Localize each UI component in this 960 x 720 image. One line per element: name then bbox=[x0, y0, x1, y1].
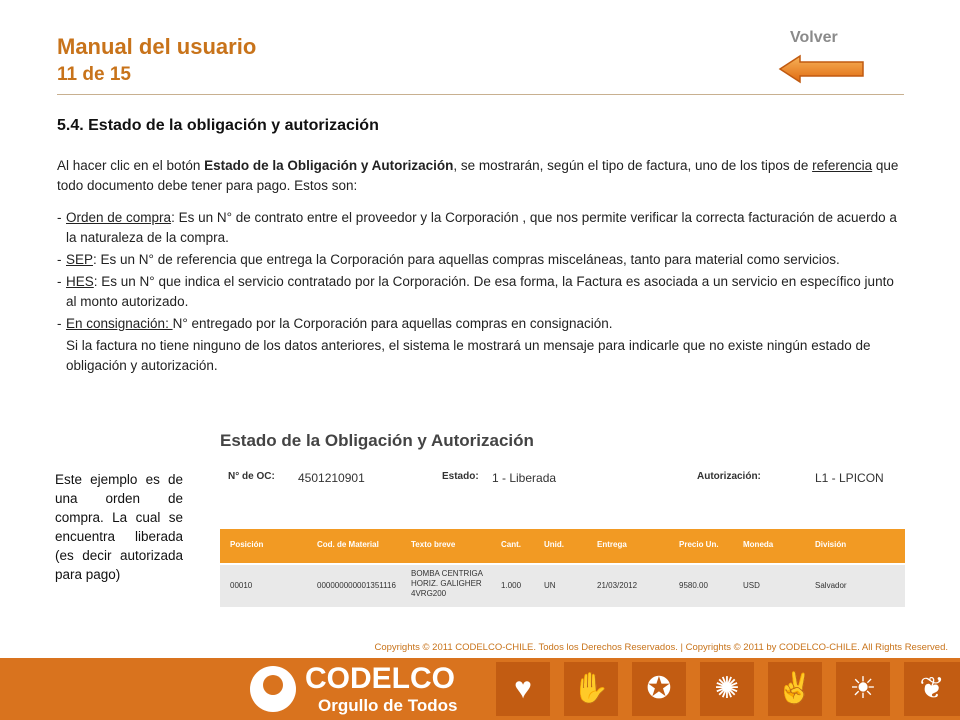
section-body bbox=[57, 156, 907, 376]
list-item: - Orden de compra: Es un N° de contrato entre el proveedor y la Corporación , que nos permite verificar la correcta facturación de acuerdo a la naturaleza de la compra. bbox=[57, 210, 897, 245]
copyright-notice: Copyrights © 2011 CODELCO-CHILE. Todos los Derechos Reservados. | Copyrights © 2011 by CODELCO-CHILE. All Rights Reserved. bbox=[374, 642, 948, 653]
codelco-logo-icon bbox=[250, 666, 296, 712]
column-header: Precio Un. bbox=[679, 540, 719, 549]
column-header: División bbox=[815, 540, 847, 549]
hands-circle-icon: ✺ bbox=[700, 662, 754, 716]
side-note: Este ejemplo es de una orden de compra. La cual se encuentra liberada (es decir autorizada para pago) bbox=[55, 472, 183, 582]
oc-value: 4501210901 bbox=[298, 471, 365, 485]
footer-bar bbox=[0, 658, 960, 720]
column-header: Texto breve bbox=[411, 540, 456, 549]
brand-tagline: Orgullo de Todos bbox=[318, 696, 458, 715]
table-cell: 00010 bbox=[230, 581, 253, 590]
list-item: - En consignación: N° entregado por la Corporación para aquellas compras en consignación. bbox=[57, 316, 613, 331]
embedded-screenshot bbox=[208, 425, 908, 610]
item-term: HES bbox=[66, 274, 94, 289]
item-text: : Es un N° que indica el servicio contratado por la Corporación. De esa forma, la Factura es asociada a un servicio en específico junto al monto autorizado. bbox=[66, 274, 894, 309]
intro-button-name: Estado de la Obligación y Autorización bbox=[204, 158, 454, 173]
table-cell: 21/03/2012 bbox=[597, 581, 638, 590]
handshake-icon: ✋ bbox=[564, 662, 618, 716]
table-row bbox=[220, 565, 905, 607]
lightbulb-icon: ☀ bbox=[836, 662, 890, 716]
page-title: Manual del usuario bbox=[57, 34, 257, 59]
column-header: Moneda bbox=[743, 540, 774, 549]
autorizacion-value: L1 - LPICON bbox=[815, 471, 884, 485]
page-number: 11 de 15 bbox=[57, 64, 131, 85]
closing-paragraph: Si la factura no tiene ninguno de los datos anteriores, el sistema le mostrará un mensaje para indicarle que no existe ningún estado de obligación y autorización. bbox=[66, 338, 871, 373]
table-cell: Salvador bbox=[815, 581, 847, 590]
header-divider bbox=[57, 94, 904, 95]
item-text: N° entregado por la Corporación para aquellas compras en consignación. bbox=[172, 316, 613, 331]
column-header: Unid. bbox=[544, 540, 564, 549]
medal-icon: ✪ bbox=[632, 662, 686, 716]
table-cell: 9580.00 bbox=[679, 581, 708, 590]
table-cell: USD bbox=[743, 581, 760, 590]
list-item: - HES: Es un N° que indica el servicio contratado por la Corporación. De esa forma, la Factura es asociada a un servicio en específico junto al monto autorizado. bbox=[57, 274, 894, 309]
screenshot-info-bar bbox=[220, 467, 905, 495]
intro-text-2: , se mostrarán, según el tipo de factura, uno de los tipos de bbox=[453, 158, 813, 173]
brand-name: CODELCO bbox=[305, 662, 455, 695]
intro-text-3: que todo documento debe tener para pago. Estos son: bbox=[57, 158, 899, 193]
leaf-icon: ❦ bbox=[904, 662, 960, 716]
heart-icon: ♥ bbox=[496, 662, 550, 716]
item-term: SEP bbox=[66, 252, 94, 267]
table-header bbox=[220, 529, 905, 563]
item-term: Orden de compra bbox=[66, 210, 172, 225]
screenshot-title: Estado de la Obligación y Autorización bbox=[220, 431, 534, 450]
column-header: Entrega bbox=[597, 540, 627, 549]
item-text: : Es un N° de contrato entre el proveedor y la Corporación , que nos permite verificar la correcta facturación de acuerdo a la naturaleza de la compra. bbox=[66, 210, 897, 245]
item-term: En consignación: bbox=[66, 316, 173, 331]
estado-value: 1 - Liberada bbox=[492, 471, 557, 485]
intro-text: Al hacer clic en el botón bbox=[57, 158, 205, 173]
table-cell: 1.000 bbox=[501, 581, 522, 590]
column-header: Cant. bbox=[501, 540, 521, 549]
table-cell: 000000000001351116 bbox=[317, 581, 396, 590]
estado-label: Estado: bbox=[442, 471, 479, 482]
table-cell: BOMBA CENTRIGA HORIZ. GALIGHER 4VRG200 bbox=[411, 569, 483, 598]
ok-hand-icon: ✌ bbox=[768, 662, 822, 716]
oc-label: N° de OC: bbox=[228, 471, 275, 482]
intro-referencia: referencia bbox=[812, 158, 873, 173]
column-header: Posición bbox=[230, 540, 264, 549]
column-header: Cod. de Material bbox=[317, 540, 379, 549]
item-text: : Es un N° de referencia que entrega la Corporación para aquellas compras misceláneas, tanto para material como servicios. bbox=[93, 252, 840, 267]
section-heading: 5.4. Estado de la obligación y autorización bbox=[57, 117, 379, 134]
back-link[interactable]: Volver bbox=[790, 29, 838, 46]
reference-type-list bbox=[57, 208, 907, 334]
autorizacion-label: Autorización: bbox=[697, 471, 761, 482]
list-item: - SEP: Es un N° de referencia que entrega la Corporación para aquellas compras misceláneas, tanto para material como servicios. bbox=[57, 252, 840, 267]
back-arrow-icon[interactable] bbox=[778, 54, 866, 84]
intro-paragraph bbox=[57, 156, 907, 196]
table-cell: UN bbox=[544, 581, 556, 590]
